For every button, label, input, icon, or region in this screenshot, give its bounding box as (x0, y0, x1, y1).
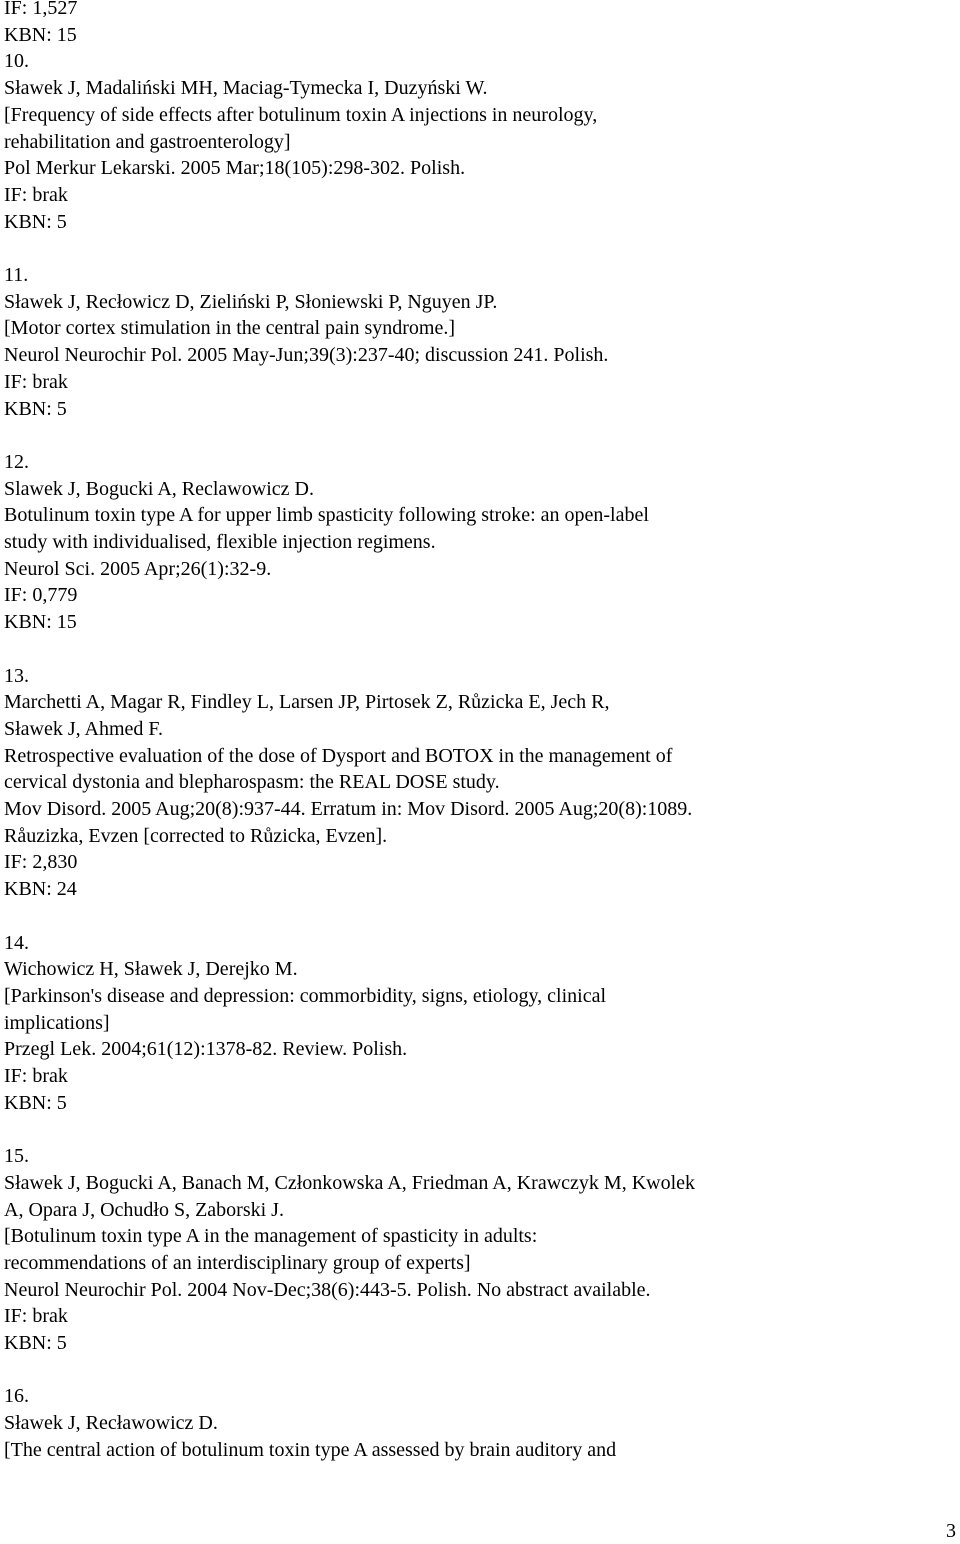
reference-title: study with individualised, flexible injection regimens. (4, 531, 436, 554)
reference-entry-13 (4, 663, 944, 903)
impact-factor-line: IF: brak (4, 1065, 68, 1088)
entry-spacer (4, 1116, 944, 1143)
reference-title: [Motor cortex stimulation in the central pain syndrome.] (4, 317, 455, 340)
reference-entry-16 (4, 1383, 944, 1463)
reference-entry-12 (4, 449, 944, 636)
reference-source: Neurol Neurochir Pol. 2004 Nov-Dec;38(6):443-5. Polish. No abstract available. (4, 1278, 651, 1301)
kbn-score-line: KBN: 24 (4, 878, 77, 901)
reference-number: 14. (4, 931, 29, 954)
reference-title: cervical dystonia and blepharospasm: the REAL DOSE study. (4, 771, 500, 794)
reference-number: 11. (4, 264, 29, 287)
reference-title: Retrospective evaluation of the dose of Dysport and BOTOX in the management of (4, 744, 673, 767)
reference-source: Mov Disord. 2005 Aug;20(8):937-44. Erratum in: Mov Disord. 2005 Aug;20(8):1089. (4, 798, 693, 821)
kbn-score-line: KBN: 15 (4, 611, 77, 634)
impact-factor-line: IF: 0,779 (4, 584, 78, 607)
reference-title: recommendations of an interdisciplinary group of experts] (4, 1251, 471, 1274)
impact-factor-line: IF: brak (4, 370, 68, 393)
reference-number: 16. (4, 1385, 29, 1408)
entry-spacer (4, 422, 944, 449)
reference-number: 10. (4, 50, 29, 73)
reference-authors: Sławek J, Bogucki A, Banach M, Członkowska A, Friedman A, Krawczyk M, Kwolek (4, 1171, 696, 1194)
entry-spacer (4, 903, 944, 930)
kbn-score-line: KBN: 5 (4, 1091, 67, 1114)
reference-authors: Sławek J, Ahmed F. (4, 717, 163, 740)
reference-entry-11 (4, 262, 944, 422)
reference-authors: Slawek J, Bogucki A, Reclawowicz D. (4, 477, 314, 500)
reference-authors: Wichowicz H, Sławek J, Derejko M. (4, 958, 298, 981)
reference-number: 13. (4, 664, 29, 687)
reference-list (4, 0, 944, 1464)
reference-title: [Parkinson's disease and depression: commorbidity, signs, etiology, clinical (4, 984, 607, 1007)
reference-entry-15 (4, 1143, 944, 1357)
reference-title: rehabilitation and gastroenterology] (4, 130, 291, 153)
kbn-score-line: KBN: 5 (4, 210, 67, 233)
impact-factor-line: IF: 1,527 (4, 0, 78, 19)
reference-title: Botulinum toxin type A for upper limb spasticity following stroke: an open-label (4, 504, 649, 527)
reference-title: [The central action of botulinum toxin type A assessed by brain auditory and (4, 1438, 617, 1461)
reference-authors: A, Opara J, Ochudło S, Zaborski J. (4, 1198, 284, 1221)
reference-source: Neurol Neurochir Pol. 2005 May-Jun;39(3):237-40; discussion 241. Polish. (4, 344, 609, 367)
kbn-score-line: KBN: 5 (4, 397, 67, 420)
reference-authors: Sławek J, Recławowicz D. (4, 1412, 218, 1435)
reference-number: 15. (4, 1145, 29, 1168)
page-number: 3 (946, 1520, 956, 1542)
reference-authors: Sławek J, Recłowicz D, Zieliński P, Słoniewski P, Nguyen JP. (4, 290, 498, 313)
reference-title: [Botulinum toxin type A in the management of spasticity in adults: (4, 1225, 538, 1248)
kbn-score-line: KBN: 15 (4, 23, 77, 46)
impact-factor-line: IF: brak (4, 183, 68, 206)
reference-title: implications] (4, 1011, 110, 1034)
entry-spacer (4, 1357, 944, 1384)
reference-source: Pol Merkur Lekarski. 2005 Mar;18(105):298-302. Polish. (4, 157, 466, 180)
reference-entry-14 (4, 930, 944, 1117)
reference-number: 12. (4, 450, 29, 473)
impact-factor-line: IF: 2,830 (4, 851, 78, 874)
reference-erratum: Råuzizka, Evzen [corrected to Růzicka, Evzen]. (4, 824, 388, 847)
reference-source: Przegl Lek. 2004;61(12):1378-82. Review. Polish. (4, 1038, 408, 1061)
reference-authors: Marchetti A, Magar R, Findley L, Larsen JP, Pirtosek Z, Růzicka E, Jech R, (4, 691, 610, 714)
kbn-score-line: KBN: 5 (4, 1332, 67, 1355)
reference-source: Neurol Sci. 2005 Apr;26(1):32-9. (4, 557, 272, 580)
reference-title: [Frequency of side effects after botulinum toxin A injections in neurology, (4, 103, 598, 126)
reference-authors: Sławek J, Madaliński MH, Maciag-Tymecka I, Duzyński W. (4, 77, 488, 100)
reference-entry-10 (4, 48, 944, 235)
entry-spacer (4, 235, 944, 262)
impact-factor-line: IF: brak (4, 1305, 68, 1328)
entry-spacer (4, 636, 944, 663)
